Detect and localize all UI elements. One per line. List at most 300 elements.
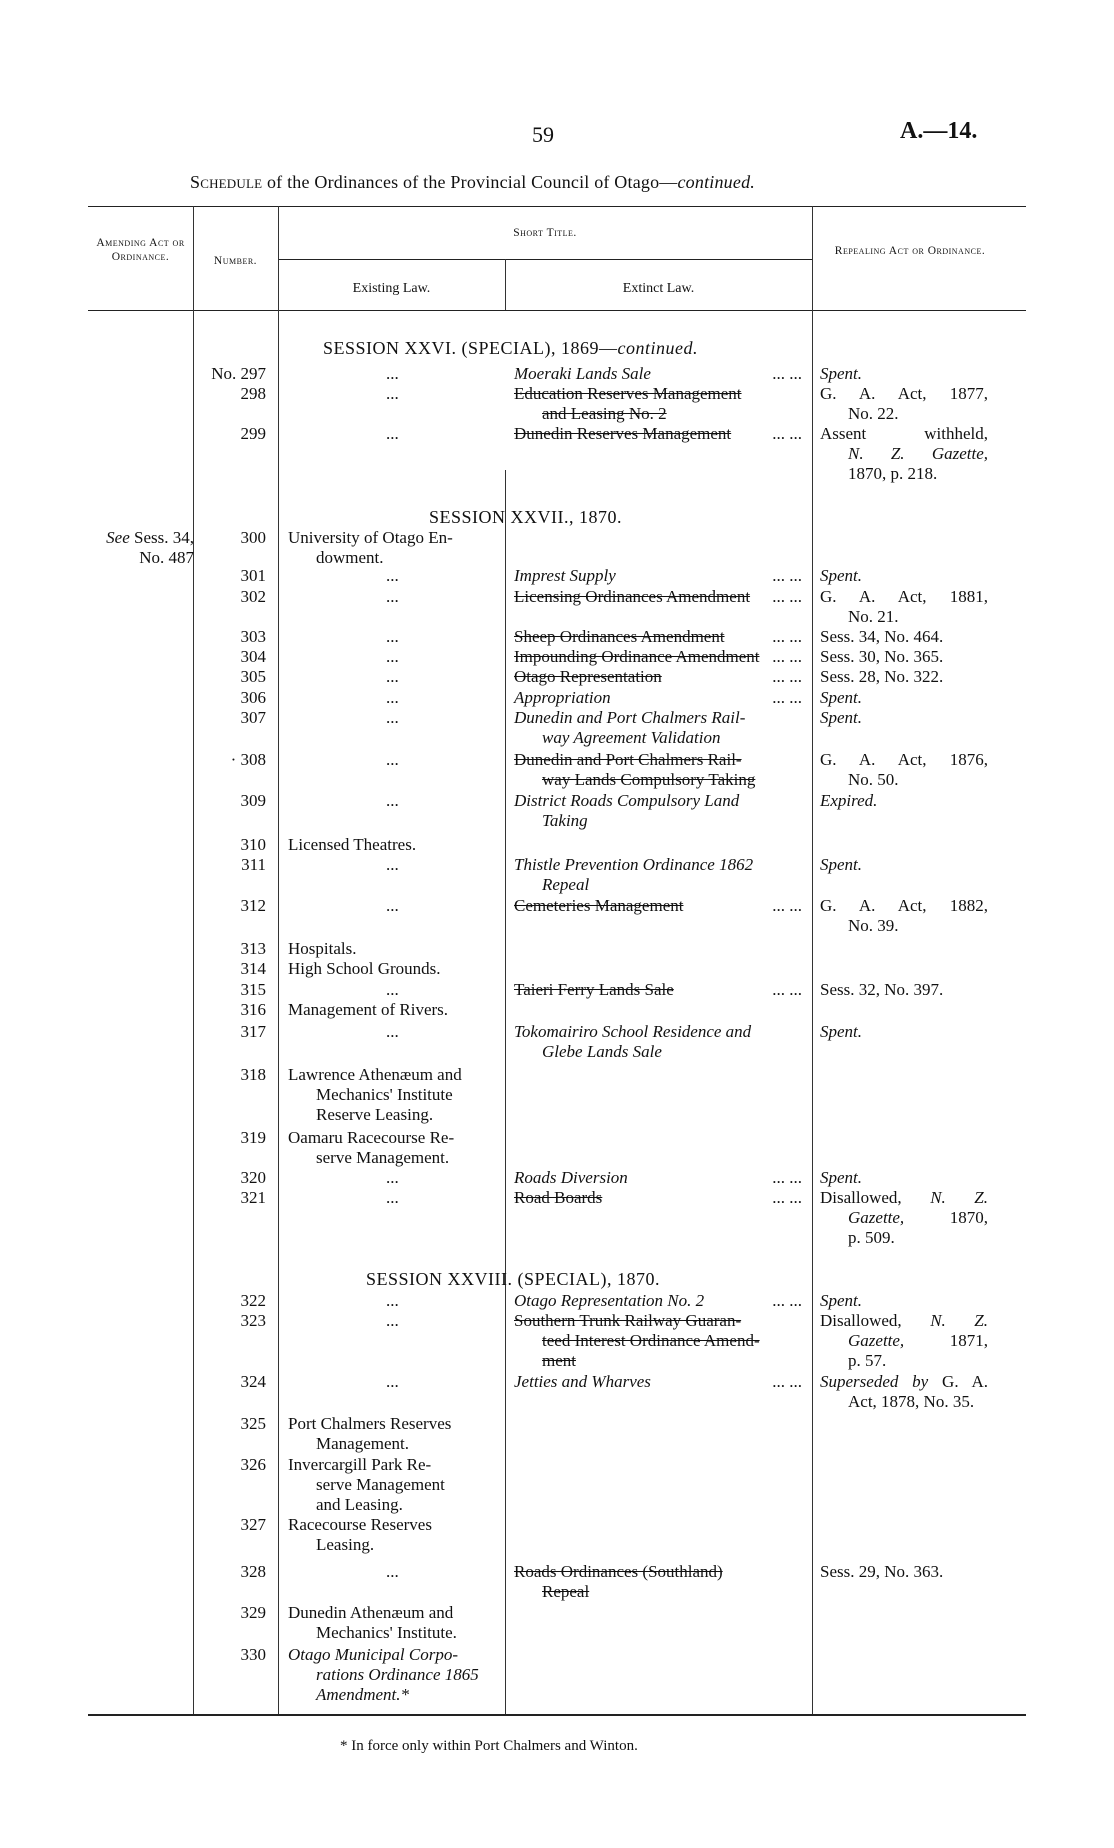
extinct-law-line xyxy=(514,1562,802,1582)
extinct-law-cell xyxy=(514,667,802,687)
ellipsis: ... xyxy=(386,647,399,666)
repealing-cell xyxy=(820,750,988,790)
extinct-law-line xyxy=(514,708,802,728)
ordinance-number: 303 xyxy=(240,627,266,646)
repealing-text: Spent. xyxy=(820,1291,863,1310)
extinct-law-line xyxy=(514,1351,802,1371)
repealing-text xyxy=(820,444,988,464)
superseded-italic: Superseded by xyxy=(820,1372,929,1391)
existing-law-cell xyxy=(288,835,498,855)
extinct-law-line xyxy=(514,1291,802,1311)
existing-law-cell xyxy=(288,1000,498,1020)
ordinance-number: 317 xyxy=(240,1022,266,1041)
repealing-text: No. 22. xyxy=(848,404,899,423)
leader-dots: ... ... xyxy=(772,896,802,915)
extinct-law-text: Thistle Prevention Ordinance 1862 xyxy=(514,855,754,874)
existing-law-cell xyxy=(288,1128,498,1168)
extinct-law-line xyxy=(514,1188,802,1208)
gazette-italic: N. Z. xyxy=(930,1311,988,1330)
repealing-text: Spent. xyxy=(820,1168,863,1187)
extinct-law-cell xyxy=(514,627,802,647)
repealing-text: G. A. Act, 1881, xyxy=(820,587,988,606)
existing-law-text: Mechanics' Institute. xyxy=(316,1623,457,1642)
repealing-text: No. 50. xyxy=(848,770,899,789)
ordinance-number: 305 xyxy=(240,667,266,686)
ordinance-number: 319 xyxy=(240,1128,266,1147)
session-heading: SESSION XXVI. (SPECIAL), 1869—continued. xyxy=(323,338,698,358)
existing-law-cell xyxy=(288,1414,498,1454)
extinct-law-cell xyxy=(514,587,802,607)
existing-law-cell xyxy=(288,980,498,1000)
ordinance-number: 323 xyxy=(240,1311,266,1330)
amending-text: No. 487 xyxy=(139,548,194,567)
repealing-text: Disallowed, N. Z. xyxy=(820,1188,988,1207)
extinct-law-line xyxy=(514,1331,802,1351)
leader-dots: ... ... xyxy=(772,627,802,646)
ordinance-number: · 308 xyxy=(230,750,266,769)
extinct-law-line xyxy=(514,1372,802,1392)
gazette-italic: Gazette, xyxy=(848,1208,905,1227)
ordinance-number: 302 xyxy=(240,587,266,606)
existing-law-cell xyxy=(288,688,498,708)
repealing-text: No. 39. xyxy=(848,916,899,935)
repealing-cell xyxy=(820,364,988,384)
extinct-law-line xyxy=(514,364,802,384)
ellipsis: ... xyxy=(386,1168,399,1187)
repealing-text: Expired. xyxy=(820,791,878,810)
existing-law-text: Amendment.* xyxy=(316,1685,410,1704)
repealing-cell xyxy=(820,708,988,728)
existing-law-cell xyxy=(288,667,498,687)
extinct-law-cell xyxy=(514,364,802,384)
extinct-law-cell xyxy=(514,708,802,748)
existing-law-cell xyxy=(288,627,498,647)
ordinance-number: 327 xyxy=(240,1515,266,1534)
ordinance-number: 298 xyxy=(240,384,266,403)
ellipsis: ... xyxy=(386,566,399,585)
extinct-law-line xyxy=(514,770,802,790)
existing-law-cell xyxy=(288,708,498,728)
repealing-text: Sess. 32, No. 397. xyxy=(820,980,944,999)
existing-law-text: dowment. xyxy=(316,548,384,567)
existing-law-cell xyxy=(288,959,498,979)
extinct-law-text: Appropriation xyxy=(514,688,611,707)
repealing-text: Assent withheld, xyxy=(820,424,988,443)
ordinance-number: 318 xyxy=(240,1065,266,1084)
extinct-law-line xyxy=(514,688,802,708)
extinct-law-line xyxy=(514,1311,802,1331)
ellipsis: ... xyxy=(386,1022,399,1041)
leader-dots: ... ... xyxy=(772,587,802,606)
ellipsis: ... xyxy=(386,1311,399,1330)
repealing-text: p. 57. xyxy=(848,1351,887,1370)
extinct-law-line xyxy=(514,811,802,831)
ordinance-number: 329 xyxy=(240,1603,266,1622)
extinct-law-text: Jetties and Wharves xyxy=(514,1372,651,1391)
existing-law-text: Hospitals. xyxy=(288,939,357,958)
ellipsis: ... xyxy=(386,364,399,383)
ordinance-number: 314 xyxy=(240,959,266,978)
repealing-cell xyxy=(820,688,988,708)
extinct-law-line xyxy=(514,896,802,916)
extinct-law-cell xyxy=(514,791,802,831)
repealing-text: Sess. 30, No. 365. xyxy=(820,647,944,666)
existing-law-cell xyxy=(288,855,498,875)
existing-law-text: serve Management. xyxy=(316,1148,450,1167)
ordinance-number: 322 xyxy=(240,1291,266,1310)
extinct-law-cell xyxy=(514,1291,802,1311)
ordinance-number: 304 xyxy=(240,647,266,666)
extinct-law-text: Impounding Ordinance Amendment xyxy=(514,647,760,666)
leader-dots: ... ... xyxy=(772,424,802,443)
ordinance-number: 324 xyxy=(240,1372,266,1391)
page-number: 59 xyxy=(532,122,554,147)
extinct-law-text: Repeal xyxy=(542,875,590,894)
extinct-law-text: Taieri Ferry Lands Sale xyxy=(514,980,674,999)
repealing-cell xyxy=(820,980,988,1000)
ellipsis: ... xyxy=(386,1188,399,1207)
ellipsis: ... xyxy=(386,980,399,999)
existing-law-cell xyxy=(288,1022,498,1042)
ordinance-number: 315 xyxy=(240,980,266,999)
extinct-law-text: Southern Trunk Railway Guaran- xyxy=(514,1311,742,1330)
ordinance-number: 330 xyxy=(240,1645,266,1664)
ordinance-number: 316 xyxy=(240,1000,266,1019)
repealing-cell xyxy=(820,587,988,627)
header-bottom-rule xyxy=(88,310,1026,311)
amending-cell xyxy=(82,528,194,568)
existing-law-cell xyxy=(288,896,498,916)
leader-dots: ... ... xyxy=(772,647,802,666)
col-rule-3 xyxy=(505,470,506,1714)
extinct-law-line xyxy=(514,647,802,667)
repealing-text: p. 509. xyxy=(848,1228,895,1247)
ellipsis: ... xyxy=(386,708,399,727)
extinct-law-text: Licensing Ordinances Amendment xyxy=(514,587,751,606)
existing-law-cell xyxy=(288,566,498,586)
repealing-text: Sess. 28, No. 322. xyxy=(820,667,944,686)
ordinance-number: 309 xyxy=(240,791,266,810)
extinct-law-text: Road Boards xyxy=(514,1188,603,1207)
existing-law-cell xyxy=(288,1515,498,1555)
ellipsis: ... xyxy=(386,424,399,443)
repealing-cell xyxy=(820,1188,988,1248)
repealing-cell xyxy=(820,1022,988,1042)
gazette-italic: N. Z. xyxy=(848,444,905,463)
gazette-italic: Gazette, xyxy=(931,444,989,463)
repealing-text: G. A. Act, 1877, xyxy=(820,384,988,403)
leader-dots: ... ... xyxy=(772,1188,802,1207)
extinct-law-cell xyxy=(514,1188,802,1208)
existing-law-text: Lawrence Athenæum and xyxy=(288,1065,462,1084)
ordinance-number: 299 xyxy=(240,424,266,443)
header-repealing: Repealing Act or Ordinance. xyxy=(834,245,986,257)
ordinance-number: 301 xyxy=(240,566,266,585)
extinct-law-text: Dunedin and Port Chalmers Rail- xyxy=(514,750,742,769)
leader-dots: ... ... xyxy=(772,364,802,383)
ordinance-number: 307 xyxy=(240,708,266,727)
existing-law-text: Licensed Theatres. xyxy=(288,835,417,854)
leader-dots: ... ... xyxy=(772,1168,802,1187)
repealing-text: Spent. xyxy=(820,1022,863,1041)
repealing-cell xyxy=(820,791,988,811)
existing-law-text: Reserve Leasing. xyxy=(316,1105,434,1124)
extinct-law-text: way Agreement Validation xyxy=(542,728,721,747)
ellipsis: ... xyxy=(386,855,399,874)
table-top-rule xyxy=(88,206,1026,207)
extinct-law-line xyxy=(514,875,802,895)
extinct-law-text: way Lands Compulsory Taking xyxy=(542,770,756,789)
extinct-law-line xyxy=(514,750,802,770)
repealing-text: Superseded by G. A. xyxy=(820,1372,988,1391)
leader-dots: ... ... xyxy=(772,1372,802,1391)
extinct-law-line xyxy=(514,728,802,748)
header-amending: Amending Act or Ordinance. xyxy=(96,237,185,263)
short-title-rule xyxy=(278,259,812,260)
repealing-cell xyxy=(820,384,988,424)
header-extinct: Extinct Law. xyxy=(622,281,695,296)
extinct-law-text: Sheep Ordinances Amendment xyxy=(514,627,725,646)
gazette-italic: Gazette, xyxy=(848,1331,905,1350)
ordinance-number: 326 xyxy=(240,1455,266,1474)
extinct-law-cell xyxy=(514,384,802,424)
extinct-law-line xyxy=(514,587,802,607)
extinct-law-cell xyxy=(514,647,802,667)
repealing-text: Spent. xyxy=(820,364,863,383)
extinct-law-text: Roads Ordinances (Southland) xyxy=(514,1562,723,1581)
ordinance-number: 321 xyxy=(240,1188,266,1207)
repealing-cell xyxy=(820,1168,988,1188)
repealing-cell xyxy=(820,424,988,484)
extinct-law-line xyxy=(514,855,802,875)
repealing-text: Spent. xyxy=(820,855,863,874)
ordinance-number: No. 297 xyxy=(211,364,266,383)
existing-law-cell xyxy=(288,750,498,770)
repealing-text: Spent. xyxy=(820,688,863,707)
repealing-cell xyxy=(820,896,988,936)
extinct-law-text: Dunedin and Port Chalmers Rail- xyxy=(514,708,746,727)
ellipsis: ... xyxy=(386,688,399,707)
extinct-law-text: Cemeteries Management xyxy=(514,896,684,915)
existing-law-cell xyxy=(288,1311,498,1331)
extinct-law-line xyxy=(514,791,802,811)
col-rule-4 xyxy=(812,206,813,1714)
ellipsis: ... xyxy=(386,1372,399,1391)
ellipsis: ... xyxy=(386,667,399,686)
existing-law-cell xyxy=(288,647,498,667)
existing-law-text: University of Otago En- xyxy=(288,528,453,547)
repealing-text: Gazette, 1870, xyxy=(848,1208,988,1227)
leader-dots: ... ... xyxy=(772,566,802,585)
extinct-law-text: Otago Representation No. 2 xyxy=(514,1291,705,1310)
extinct-law-line xyxy=(514,1042,802,1062)
ellipsis: ... xyxy=(386,750,399,769)
extinct-law-line xyxy=(514,627,802,647)
amending-see: See xyxy=(106,528,130,547)
existing-law-text: rations Ordinance 1865 xyxy=(316,1665,479,1684)
repealing-cell xyxy=(820,1291,988,1311)
existing-law-cell xyxy=(288,424,498,444)
extinct-law-text: teed Interest Ordinance Amend- xyxy=(542,1331,760,1350)
caption-middle: of the Ordinances of the Provincial Council of Otago— xyxy=(262,172,678,192)
leader-dots: ... ... xyxy=(772,1291,802,1310)
ellipsis: ... xyxy=(386,587,399,606)
existing-law-text: Oamaru Racecourse Re- xyxy=(288,1128,455,1147)
existing-law-cell xyxy=(288,1188,498,1208)
existing-law-cell xyxy=(288,791,498,811)
existing-law-text: Mechanics' Institute xyxy=(316,1085,453,1104)
existing-law-text: Otago Municipal Corpo- xyxy=(288,1645,458,1664)
extinct-law-line xyxy=(514,1582,802,1602)
repealing-text: Sess. 34, No. 464. xyxy=(820,627,944,646)
existing-law-text: Dunedin Athenæum and xyxy=(288,1603,454,1622)
gazette-italic: N. Z. xyxy=(930,1188,988,1207)
ordinance-number: 325 xyxy=(240,1414,266,1433)
ordinance-number: 306 xyxy=(240,688,266,707)
existing-law-text: serve Management xyxy=(316,1475,445,1494)
existing-law-text: Management of Rivers. xyxy=(288,1000,449,1019)
repealing-cell xyxy=(820,1372,988,1412)
extinct-law-text: Otago Representation xyxy=(514,667,662,686)
col-rule-2 xyxy=(278,206,279,1714)
ordinance-number: 320 xyxy=(240,1168,266,1187)
extinct-law-cell xyxy=(514,1168,802,1188)
sheet-id: A.—14. xyxy=(900,118,978,144)
existing-law-cell xyxy=(288,1065,498,1125)
extinct-law-cell xyxy=(514,688,802,708)
extinct-law-text: Dunedin Reserves Management xyxy=(514,424,732,443)
extinct-law-text: ment xyxy=(542,1351,576,1370)
extinct-law-line xyxy=(514,980,802,1000)
extinct-law-cell xyxy=(514,855,802,895)
repealing-cell xyxy=(820,855,988,875)
existing-law-cell xyxy=(288,939,498,959)
extinct-law-cell xyxy=(514,1022,802,1062)
header-short-title: Short Title. xyxy=(513,227,577,239)
existing-law-cell xyxy=(288,1562,498,1582)
repealing-cell xyxy=(820,667,988,687)
existing-law-cell xyxy=(288,1455,498,1515)
existing-law-cell xyxy=(288,384,498,404)
ordinance-number: 300 xyxy=(240,528,266,547)
existing-law-cell xyxy=(288,1372,498,1392)
extinct-law-text: Imprest Supply xyxy=(514,566,616,585)
extinct-law-cell xyxy=(514,424,802,444)
repealing-text: Gazette, 1871, xyxy=(848,1331,988,1350)
extinct-law-text: and Leasing No. 2 xyxy=(542,404,667,423)
existing-law-text: Racecourse Reserves xyxy=(288,1515,432,1534)
extinct-law-line xyxy=(514,404,802,424)
extinct-law-text: District Roads Compulsory Land xyxy=(514,791,740,810)
repealing-text: 1870, p. 218. xyxy=(848,464,938,483)
session-heading: SESSION XXVIII. (SPECIAL), 1870. xyxy=(366,1269,660,1289)
caption-schedule: Schedule xyxy=(190,172,263,192)
extinct-law-text: Education Reserves Management xyxy=(514,384,742,403)
existing-law-cell xyxy=(288,1291,498,1311)
ellipsis: ... xyxy=(386,791,399,810)
repealing-cell xyxy=(820,627,988,647)
repealing-text: Spent. xyxy=(820,708,863,727)
repealing-cell xyxy=(820,566,988,586)
caption-continued: continued. xyxy=(677,172,755,192)
extinct-law-cell xyxy=(514,980,802,1000)
ellipsis: ... xyxy=(386,1562,399,1581)
repealing-cell xyxy=(820,1562,988,1582)
header-existing: Existing Law. xyxy=(352,281,431,296)
extinct-law-text: Roads Diversion xyxy=(514,1168,628,1187)
existing-law-cell xyxy=(288,1603,498,1643)
existing-law-text: Leasing. xyxy=(316,1535,375,1554)
extinct-law-text: Repeal xyxy=(542,1582,590,1601)
ellipsis: ... xyxy=(386,1291,399,1310)
ellipsis: ... xyxy=(386,896,399,915)
ordinance-number: 311 xyxy=(241,855,266,874)
header-number: Number. xyxy=(213,255,258,267)
extinct-law-cell xyxy=(514,1562,802,1602)
existing-law-cell xyxy=(288,587,498,607)
existing-law-cell xyxy=(288,528,498,568)
extinct-law-line xyxy=(514,1168,802,1188)
existing-law-text: High School Grounds. xyxy=(288,959,441,978)
extinct-law-cell xyxy=(514,896,802,916)
existing-law-text: Invercargill Park Re- xyxy=(288,1455,432,1474)
extinct-law-line xyxy=(514,566,802,586)
repealing-text: Act, 1878, No. 35. xyxy=(848,1392,975,1411)
repealing-text: G. A. Act, 1876, xyxy=(820,750,988,769)
repealing-cell xyxy=(820,647,988,667)
ordinance-number: 313 xyxy=(240,939,266,958)
extinct-law-text: Taking xyxy=(542,811,588,830)
ordinance-number: 328 xyxy=(240,1562,266,1581)
table-bottom-rule xyxy=(88,1714,1026,1716)
existing-law-text: Port Chalmers Reserves xyxy=(288,1414,452,1433)
extinct-law-line xyxy=(514,424,802,444)
extinct-law-text: Moeraki Lands Sale xyxy=(514,364,651,383)
leader-dots: ... ... xyxy=(772,688,802,707)
existing-law-cell xyxy=(288,1168,498,1188)
ordinance-number: 312 xyxy=(240,896,266,915)
existing-law-cell xyxy=(288,364,498,384)
leader-dots: ... ... xyxy=(772,980,802,999)
repealing-text: Spent. xyxy=(820,566,863,585)
extinct-law-text: Glebe Lands Sale xyxy=(542,1042,662,1061)
existing-law-cell xyxy=(288,1645,498,1705)
existing-law-text: Management. xyxy=(316,1434,409,1453)
extinct-law-cell xyxy=(514,566,802,586)
repealing-text: G. A. Act, 1882, xyxy=(820,896,988,915)
ellipsis: ... xyxy=(386,384,399,403)
amending-text: See Sess. 34, xyxy=(106,528,194,547)
ordinance-number: 310 xyxy=(240,835,266,854)
leader-dots: ... ... xyxy=(772,667,802,686)
repealing-text: Disallowed, N. Z. xyxy=(820,1311,988,1330)
extinct-law-line xyxy=(514,1022,802,1042)
extinct-law-line xyxy=(514,667,802,687)
extinct-law-text: Tokomairiro School Residence and xyxy=(514,1022,752,1041)
extinct-law-cell xyxy=(514,750,802,790)
repealing-cell xyxy=(820,1311,988,1371)
repealing-text: No. 21. xyxy=(848,607,899,626)
extinct-law-cell xyxy=(514,1372,802,1392)
extinct-law-cell xyxy=(514,1311,802,1371)
ellipsis: ... xyxy=(386,627,399,646)
extinct-law-line xyxy=(514,384,802,404)
session-heading: SESSION XXVII., 1870. xyxy=(429,507,623,527)
repealing-text: Sess. 29, No. 363. xyxy=(820,1562,944,1581)
table-caption xyxy=(190,172,755,193)
existing-law-text: and Leasing. xyxy=(316,1495,403,1514)
footnote: * In force only within Port Chalmers and Winton. xyxy=(340,1738,638,1754)
